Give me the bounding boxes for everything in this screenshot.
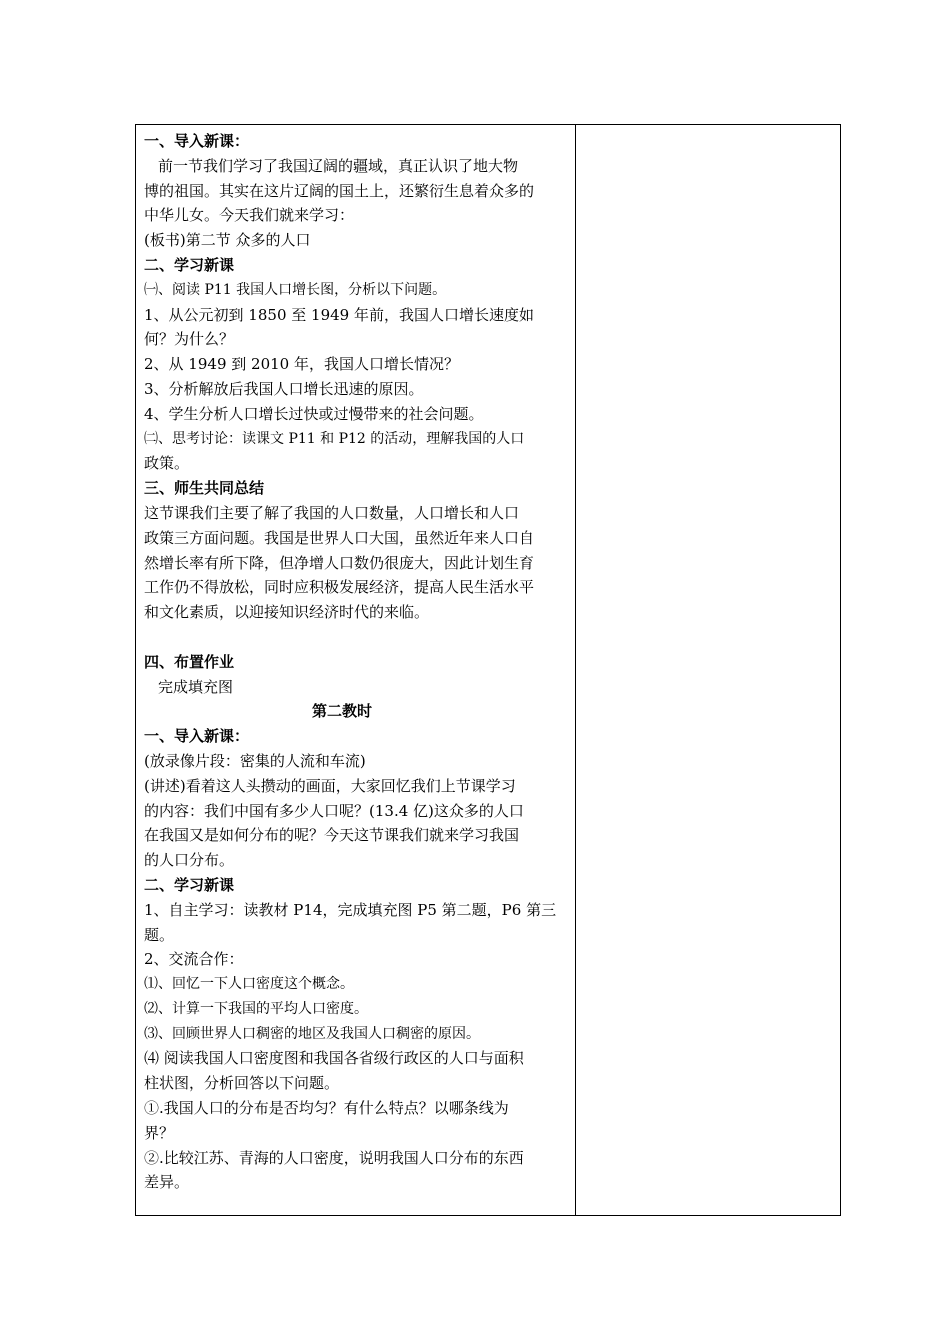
paragraph-line: 界？ (144, 1123, 175, 1142)
section-heading-homework: 四、布置作业 (144, 652, 235, 671)
paragraph-line: ⑵、计算一下我国的平均人口密度。 (144, 1000, 368, 1017)
notes-cell (576, 125, 840, 1215)
section-heading-summary: 三、师生共同总结 (144, 479, 265, 498)
paragraph-line: 1、自主学习：读教材 P14，完成填充图 P5 第二题，P6 第三 (144, 900, 557, 919)
paragraph-line: 这节课我们主要了解了我国的人口数量，人口增长和人口 (144, 503, 520, 522)
paragraph-line: 差异。 (144, 1173, 190, 1192)
paragraph-line: ㈠、阅读 P11 我国人口增长图，分析以下问题。 (144, 281, 447, 298)
homework-text: 完成填充图 (158, 677, 234, 696)
paragraph-line: 前一节我们学习了我国辽阔的疆域，真正认识了地大物 (158, 156, 519, 175)
paragraph-line: 的内容：我们中国有多少人口呢？(13.4 亿)这众多的人口 (144, 801, 524, 820)
lesson-content-cell (144, 129, 568, 1195)
paragraph-line: ⑶、回顾世界人口稠密的地区及我国人口稠密的原因。 (144, 1025, 480, 1042)
section-heading-learn: 二、学习新课 (144, 255, 235, 274)
paragraph-line: 中华儿女。今天我们就来学习： (144, 206, 355, 225)
paragraph-line: 4、学生分析人口增长过快或过慢带来的社会问题。 (144, 404, 484, 423)
paragraph-line: 和文化素质，以迎接知识经济时代的来临。 (144, 603, 430, 622)
paragraph-line: 题。 (144, 925, 175, 944)
paragraph-line: 柱状图，分析回答以下问题。 (144, 1074, 340, 1093)
paragraph-line: 政策三方面问题。我国是世界人口大国，虽然近年来人口自 (144, 528, 535, 547)
section-heading-intro: 一、导入新课： (144, 132, 250, 150)
paragraph-line: ②.比较江苏、青海的人口密度，说明我国人口分布的东西 (144, 1148, 524, 1167)
paragraph-line: 然增长率有所下降，但净增人口数仍很庞大，因此计划生育 (144, 553, 535, 572)
paragraph-line: ①.我国人口的分布是否均匀？有什么特点？以哪条线为 (144, 1099, 509, 1118)
paragraph-line: 何？为什么？ (144, 330, 235, 349)
paragraph-line: ⑷ 阅读我国人口密度图和我国各省级行政区的人口与面积 (144, 1049, 524, 1068)
paragraph-line: 2、交流合作： (144, 950, 244, 969)
paragraph-line: 2、从 1949 到 2010 年，我国人口增长情况？ (144, 355, 459, 374)
paragraph-line: 3、分析解放后我国人口增长迅速的原因。 (144, 379, 424, 398)
paragraph-line: (板书)第二节 众多的人口 (144, 231, 311, 250)
paragraph-line: 1、从公元初到 1850 至 1949 年前，我国人口增长速度如 (144, 305, 534, 324)
paragraph-line: 在我国又是如何分布的呢？今天这节课我们就来学习我国 (144, 826, 520, 845)
section-heading-intro-2: 一、导入新课： (144, 727, 250, 746)
paragraph-line: 博的祖国。其实在这片辽阔的国土上，还繁衍生息着众多的 (144, 181, 535, 200)
paragraph-line: ㈡、思考讨论：读课文 P11 和 P12 的活动，理解我国的人口 (144, 430, 525, 447)
paragraph-line: ⑴、回忆一下人口密度这个概念。 (144, 976, 354, 993)
lesson-plan-table (135, 124, 841, 1216)
paragraph-line: 的人口分布。 (144, 851, 235, 870)
blank-line (144, 625, 568, 650)
paragraph-line: (放录像片段：密集的人流和车流) (144, 751, 366, 770)
paragraph-line: 工作仍不得放松，同时应积极发展经济，提高人民生活水平 (144, 578, 535, 597)
paragraph-line: (讲述)看着这人头攒动的画面，大家回忆我们上节课学习 (144, 776, 516, 795)
paragraph-line: 政策。 (144, 454, 190, 473)
section-heading-learn-2: 二、学习新课 (144, 875, 235, 894)
lesson-title: 第二教时 (311, 702, 372, 721)
